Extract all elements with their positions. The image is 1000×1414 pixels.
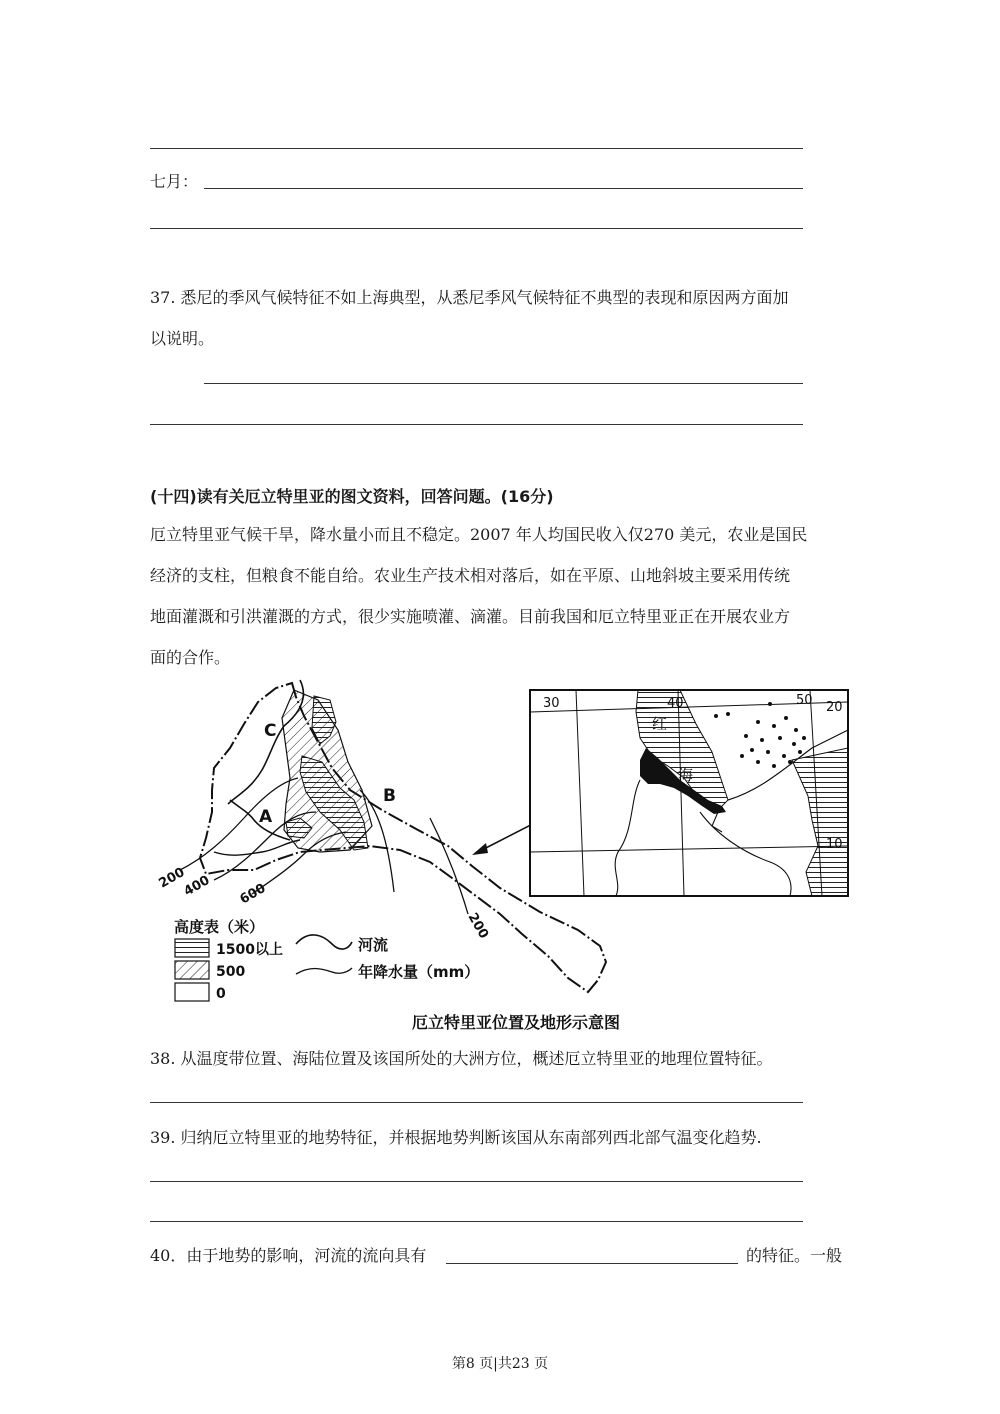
point-label-c: C: [264, 721, 277, 741]
sea-label: 红: [652, 715, 668, 733]
figure-caption: 厄立特里亚位置及地形示意图: [412, 1013, 621, 1032]
isohyet-label: 400: [181, 872, 213, 900]
section-heading: (十四)读有关厄立特里亚的图文资料，回答问题。(16分): [150, 487, 554, 506]
intro-line: 经济的支柱，但粮食不能自给。农业生产技术相对落后，如在平原、山地斜坡主要采用传统: [150, 566, 791, 585]
lon-label: 40: [667, 696, 684, 711]
answer-line: [150, 1221, 803, 1222]
fill-blank: [446, 1263, 738, 1264]
legend-rain-label: 年降水量（mm）: [358, 963, 480, 981]
lon-label: 50: [796, 693, 813, 708]
legend-level: 1500以上: [216, 942, 283, 958]
question-37-line2: 以说明。: [150, 329, 215, 348]
legend: [174, 918, 479, 1002]
point-label-a: A: [259, 807, 273, 827]
legend-rain-symbol: [296, 968, 352, 974]
river: [214, 840, 300, 855]
legend-level: 500: [216, 964, 246, 980]
legend-river-label: 河流: [358, 936, 389, 954]
lon-label: 30: [543, 696, 560, 711]
answer-line: [150, 1181, 803, 1182]
inset-map: [530, 690, 848, 896]
july-label: 七月：: [150, 172, 199, 191]
question-38: 38. 从温度带位置、海陆位置及该国所处的大洲方位，概述厄立特里亚的地理位置特征。: [150, 1049, 773, 1068]
sea-label: 海: [678, 766, 694, 784]
question-39: 39. 归纳厄立特里亚的地势特征，并根据地势判断该国从东南部列西北部气温变化趋势.: [150, 1128, 762, 1147]
intro-line: 厄立特里亚气候干旱，降水量小而且不稳定。2007 年人均国民收入仅270 美元，农业是国民: [150, 525, 808, 544]
isohyet-label: 200: [156, 864, 188, 892]
isohyet: [180, 778, 298, 870]
lat-label: 10: [826, 837, 843, 852]
point-label-b: B: [383, 786, 396, 806]
question-40-suffix: 的特征。一般: [746, 1246, 843, 1265]
lat-label: 20: [826, 700, 843, 715]
legend-title: 高度表（米）: [174, 918, 265, 936]
question-40-prefix: 40．由于地势的影响，河流的流向具有: [150, 1246, 427, 1265]
intro-line: 面的合作。: [150, 648, 231, 667]
answer-line: [150, 1102, 803, 1103]
legend-level: 0: [216, 986, 226, 1002]
legend-river-symbol: [296, 935, 352, 949]
isohyet-label: 600: [237, 880, 269, 908]
page-number: 第8 页|共23 页: [451, 1356, 549, 1372]
intro-line: 地面灌溉和引洪灌溉的方式，很少实施喷灌、滴灌。目前我国和厄立特里亚正在开展农业方: [150, 607, 791, 626]
isohyet-label: 200: [464, 910, 492, 942]
question-37-line1: 37. 悉尼的季风气候特征不如上海典型，从悉尼季风气候特征不典型的表现和原因两方面加: [150, 288, 789, 307]
